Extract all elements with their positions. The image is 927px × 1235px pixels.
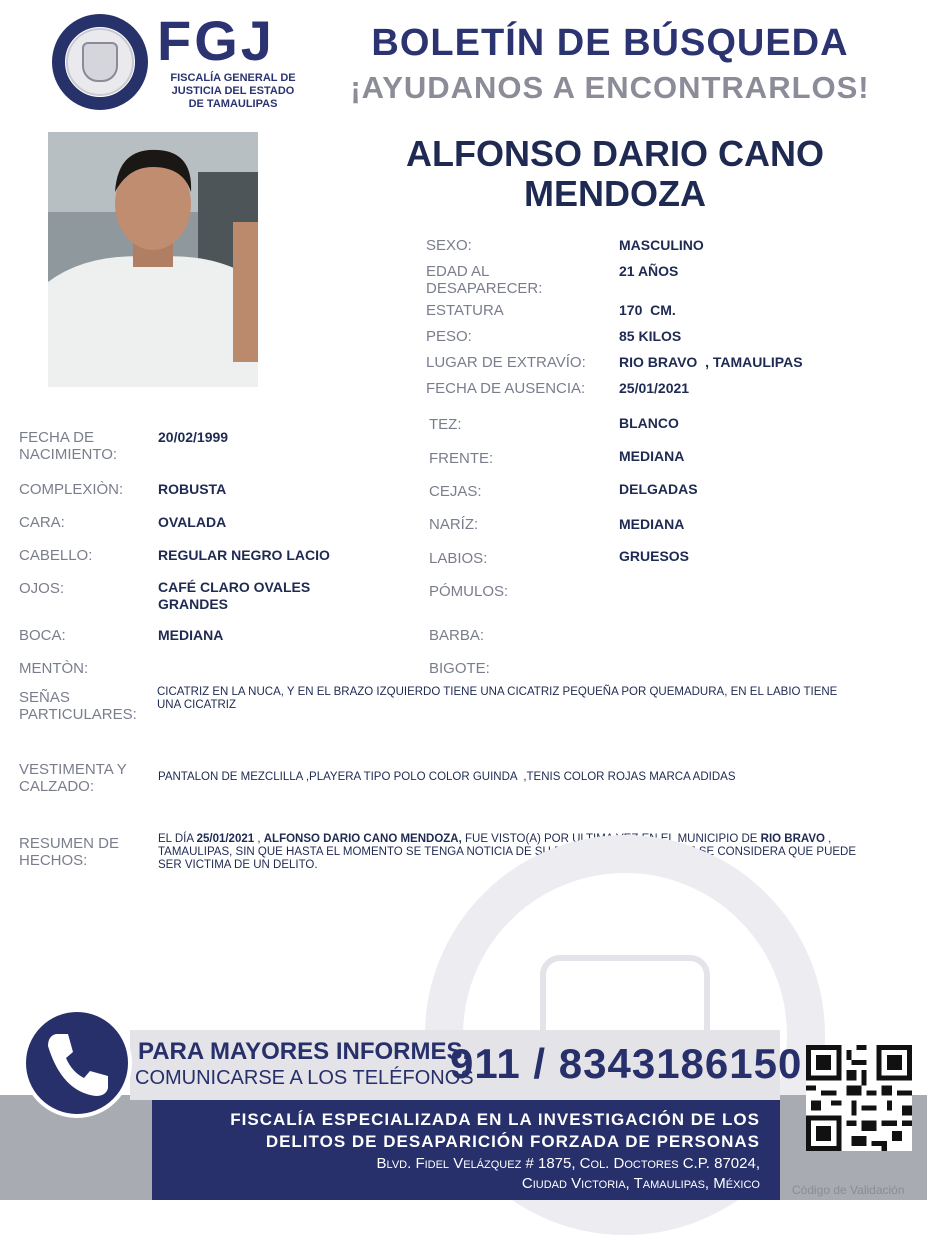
field-value: 170 CM.: [619, 302, 676, 318]
field-label: CARA:: [19, 514, 65, 531]
field-label: NARÍZ:: [429, 516, 479, 533]
resumen-date: 25/01/2021: [196, 833, 255, 845]
bulletin-title: BOLETÍN DE BÚSQUEDA: [371, 22, 849, 64]
vestimenta-text: PANTALON DE MEZCLILLA ,PLAYERA TIPO POLO COLOR GUINDA ,TENIS COLOR ROJAS MARCA ADIDAS: [158, 771, 736, 783]
field-value: MEDIANA: [619, 516, 685, 532]
bulletin-subtitle: ¡AYUDANOS A ENCONTRARLOS!: [350, 70, 870, 105]
field-label: BARBA:: [429, 627, 485, 644]
field-value: CAFÉ CLARO OVALES GRANDES: [158, 579, 311, 612]
field-value: GRUESOS: [619, 548, 690, 564]
logo-sub-line: JUSTICIA DEL ESTADO: [171, 85, 295, 97]
field-value: 21 AÑOS: [619, 263, 679, 279]
senas-label: SEÑAS PARTICULARES:: [19, 689, 137, 723]
field-label: CABELLO:: [19, 547, 93, 564]
field-label: MENTÒN:: [19, 660, 89, 677]
person-name-line: MENDOZA: [524, 173, 706, 214]
resumen-part: EL DÍA: [158, 833, 197, 845]
person-name: [360, 134, 870, 214]
field-label: FECHA DE AUSENCIA:: [426, 380, 586, 397]
resumen-name: ALFONSO DARIO CANO MENDOZA,: [263, 833, 462, 845]
informes-text: PARA MAYORES INFORMES,: [138, 1038, 470, 1065]
field-value: ROBUSTA: [158, 481, 227, 497]
field-value: 85 KILOS: [619, 328, 682, 344]
shield-icon: [82, 42, 118, 82]
senas-text: CICATRIZ EN LA NUCA, Y EN EL BRAZO IZQUIERDO TIENE UNA CICATRIZ PEQUEÑA POR QUEMADURA, EN EL LABIO TIENE UNA CICATRIZ: [157, 686, 838, 711]
fgj-logo-subtitle: [158, 72, 308, 111]
resumen-part: , TAMAULIPAS, SIN QUE HASTA EL MOMENTO SE TENGA NOTICIA DE SU PARADERO, POR LO QUE SE CONSIDERA QUE PUEDE SER VICTIMA DE UN DELITO.: [158, 833, 857, 871]
fiscalia-line: FISCALÍA ESPECIALIZADA EN LA INVESTIGACIÓN DE LOS: [230, 1110, 760, 1129]
field-value: OVALADA: [158, 514, 227, 530]
fgj-logo-text: FGJ: [157, 9, 275, 72]
field-label: COMPLEXIÒN:: [19, 481, 124, 498]
logo-sub-line: FISCALÍA GENERAL DE: [170, 72, 296, 84]
field-value: MASCULINO: [619, 237, 704, 253]
field-value: MEDIANA: [158, 627, 224, 643]
vestimenta-label: VESTIMENTA Y CALZADO:: [19, 761, 127, 795]
field-label: BIGOTE:: [429, 660, 490, 677]
field-value: REGULAR NEGRO LACIO: [158, 547, 330, 563]
field-label: OJOS:: [19, 580, 65, 597]
field-label: LABIOS:: [429, 550, 488, 567]
missing-person-photo: [48, 132, 258, 387]
field-label: TEZ:: [429, 416, 462, 433]
field-value: DELGADAS: [619, 481, 698, 497]
field-label: PESO:: [426, 328, 472, 345]
field-label: CEJAS:: [429, 483, 482, 500]
resumen-part: FUE VISTO(A) POR ULTIMA VEZ EN EL MUNICIPIO DE: [461, 833, 761, 845]
field-label: BOCA:: [19, 627, 66, 644]
phone-number: 911 / 8343186150: [450, 1040, 803, 1087]
resumen-label: RESUMEN DE HECHOS:: [19, 835, 120, 869]
field-value: MEDIANA: [619, 448, 685, 464]
field-label: FECHA DE NACIMIENTO:: [19, 429, 118, 463]
field-value: RIO BRAVO , TAMAULIPAS: [619, 354, 803, 370]
field-value: 20/02/1999: [158, 429, 229, 445]
codigo-validacion-label: Código de Validación: [792, 1183, 905, 1197]
field-value: BLANCO: [619, 415, 679, 431]
field-label: ESTATURA: [426, 302, 504, 319]
field-label: PÓMULOS:: [429, 583, 509, 600]
comunicarse-text: COMUNICARSE A LOS TELÉFONOS: [135, 1067, 474, 1089]
person-name-line: ALFONSO DARIO CANO: [406, 133, 824, 174]
resumen-place: RIO BRAVO: [760, 833, 825, 845]
field-value: 25/01/2021: [619, 380, 690, 396]
qr-code-icon[interactable]: [806, 1045, 912, 1151]
address-line: Ciudad Victoria, Tamaulipas, México: [521, 1175, 760, 1192]
logo-sub-line: DE TAMAULIPAS: [188, 98, 278, 110]
fiscalia-line: DELITOS DE DESAPARICIÓN FORZADA DE PERSONAS: [265, 1132, 760, 1151]
field-label: EDAD AL DESAPARECER:: [426, 263, 543, 297]
field-label: FRENTE:: [429, 450, 494, 467]
resumen-part: ,: [254, 833, 264, 845]
address-line: Blvd. Fidel Velázquez # 1875, Col. Doctores C.P. 87024,: [376, 1155, 760, 1172]
phone-icon: [22, 1008, 132, 1118]
field-label: SEXO:: [426, 237, 472, 254]
field-label: LUGAR DE EXTRAVÍO:: [426, 354, 586, 371]
